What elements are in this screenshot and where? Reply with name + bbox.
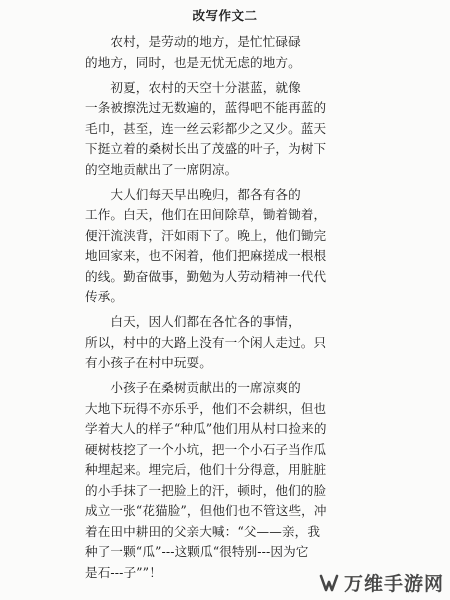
text-line: 着在田中耕田的父亲大喊：“父——亲，我 [85,523,321,539]
text-line: 下挺立着的桑树长出了茂盛的叶子，为树下 [85,141,327,156]
text-line: 种埋起来。埋完后，他们十分得意，用脏脏 [85,462,327,477]
text-line: 传承。 [85,289,124,304]
text-line: 地回家来，也不闲着，他们把麻搓成一根根 [85,248,327,263]
text-line: 是石---子””！ [85,564,162,580]
text-line: 种了一颗“瓜”---这颗瓜“很特别---因为它 [85,544,309,559]
paragraph [85,312,370,374]
text-line: 一条被擦洗过无数遍的，蓝得吧不能再蓝的 [85,100,327,115]
watermark-text: 万维手游网 [343,573,444,595]
text-line: 学着大人的样子“种瓜”他们用从村口捡来的 [85,421,327,436]
text-line: 有小孩子在村中玩耍。 [85,355,212,370]
essay-title: 改写作文二 [192,8,258,23]
text-line: 所以，村中的大路上没有一个闲人走过。只 [85,334,327,350]
text-line: 的小手抹了一把脸上的汗，顿时，他们的脸 [85,482,327,498]
text-line: 的线。勤奋做事，勤勉为人劳动精神一代代 [85,268,327,284]
paragraph [85,78,370,181]
text-line: 初夏，农村的天空十分湛蓝，就像 [85,79,301,95]
text-line: 工作。白天，他们在田间除草，锄着锄着， [85,207,327,222]
text-line: 农村，是劳动的地方，是忙忙碌碌 [85,34,301,49]
watermark [318,569,444,596]
text-line: 大人们每天早出晚归，都各有各的 [85,186,301,202]
text-line: 成立一张“花猫脸”，但他们也不管这些，冲 [85,503,327,518]
text-line: 大地下玩得不亦乐乎，他们不会耕织，但也 [85,400,327,416]
text-line: 毛巾，甚至，连一丝云彩都少之又少。蓝天 [85,120,327,136]
text-line: 硬树枝挖了一个小坑，把一个小石子当作瓜 [85,441,327,457]
wanwei-logo-icon [318,572,340,594]
text-line: 小孩子在桑树贡献出的一席凉爽的 [85,380,301,395]
paragraph [85,378,370,583]
text-line: 的地方，同时，也是无忧无虑的地方。 [85,54,301,70]
essay-body [85,32,370,588]
text-line: 的空地贡献出了一席阴凉。 [85,161,238,177]
text-line: 便汗流浃背，汗如雨下了。晚上，他们锄完 [85,227,327,243]
paragraph [85,185,370,308]
paragraph [85,32,370,73]
text-line: 白天，因人们都在各忙各的事情， [85,314,301,329]
